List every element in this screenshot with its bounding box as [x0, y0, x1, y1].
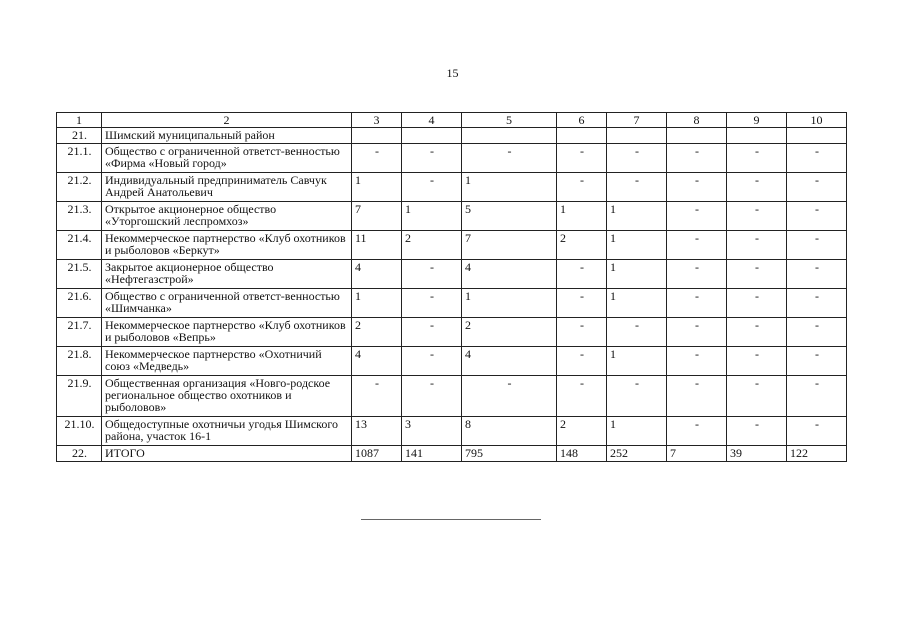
value-cell: 1 — [607, 202, 667, 231]
value-cell: 39 — [727, 446, 787, 462]
value-cell: - — [557, 289, 607, 318]
table-row — [57, 231, 847, 260]
organization-name-cell: Некоммерческое партнерство «Клуб охотников и рыболовов «Вепрь» — [102, 318, 352, 347]
value-cell: - — [787, 376, 847, 417]
value-cell: - — [557, 376, 607, 417]
value-cell: 148 — [557, 446, 607, 462]
value-cell: - — [557, 318, 607, 347]
value-cell: 1 — [607, 417, 667, 446]
value-cell: 13 — [352, 417, 402, 446]
value-cell: - — [402, 260, 462, 289]
table-row — [57, 376, 847, 417]
data-table — [56, 112, 847, 462]
organization-name-cell: Некоммерческое партнерство «Клуб охотников и рыболовов «Беркут» — [102, 231, 352, 260]
value-cell — [557, 128, 607, 144]
value-cell: 795 — [462, 446, 557, 462]
row-number-cell: 21.9. — [57, 376, 102, 417]
header-cell: 4 — [402, 113, 462, 128]
table-row — [57, 202, 847, 231]
row-number-cell: 21.7. — [57, 318, 102, 347]
value-cell: 2 — [462, 318, 557, 347]
row-number-cell: 21.5. — [57, 260, 102, 289]
value-cell: 7 — [667, 446, 727, 462]
value-cell: 252 — [607, 446, 667, 462]
value-cell: 2 — [352, 318, 402, 347]
header-cell: 9 — [727, 113, 787, 128]
value-cell: - — [667, 202, 727, 231]
value-cell: - — [402, 144, 462, 173]
value-cell — [352, 128, 402, 144]
row-number-cell: 21.8. — [57, 347, 102, 376]
value-cell: 2 — [557, 417, 607, 446]
table-row — [57, 128, 847, 144]
organization-name-cell: Некоммерческое партнерство «Охотничий союз «Медведь» — [102, 347, 352, 376]
value-cell: - — [727, 289, 787, 318]
value-cell: - — [727, 347, 787, 376]
value-cell: - — [727, 417, 787, 446]
value-cell — [607, 128, 667, 144]
value-cell: - — [557, 173, 607, 202]
value-cell: - — [787, 173, 847, 202]
value-cell: - — [557, 144, 607, 173]
value-cell: - — [607, 376, 667, 417]
value-cell — [402, 128, 462, 144]
row-number-cell: 22. — [57, 446, 102, 462]
value-cell: - — [787, 260, 847, 289]
organization-name-cell: Общедоступные охотничьи угодья Шимского района, участок 16-1 — [102, 417, 352, 446]
table-row — [57, 289, 847, 318]
value-cell: - — [787, 144, 847, 173]
table-row — [57, 417, 847, 446]
value-cell: - — [787, 231, 847, 260]
table-row — [57, 446, 847, 462]
value-cell: - — [607, 318, 667, 347]
organization-name-cell: Общество с ограниченной ответст-венностью «Фирма «Новый город» — [102, 144, 352, 173]
value-cell: 5 — [462, 202, 557, 231]
organization-name-cell: Общество с ограниченной ответст-венностью «Шимчанка» — [102, 289, 352, 318]
value-cell: 4 — [352, 347, 402, 376]
value-cell: - — [667, 144, 727, 173]
row-number-cell: 21.4. — [57, 231, 102, 260]
value-cell: 7 — [352, 202, 402, 231]
value-cell: 3 — [402, 417, 462, 446]
row-number-cell: 21.10. — [57, 417, 102, 446]
value-cell: - — [667, 231, 727, 260]
value-cell: 2 — [557, 231, 607, 260]
value-cell: - — [787, 347, 847, 376]
value-cell: 1 — [462, 289, 557, 318]
page-number: 15 — [446, 66, 459, 80]
table-row — [57, 173, 847, 202]
value-cell: - — [667, 417, 727, 446]
value-cell: 1 — [607, 289, 667, 318]
value-cell — [787, 128, 847, 144]
value-cell: - — [462, 376, 557, 417]
header-cell: 10 — [787, 113, 847, 128]
value-cell: - — [727, 231, 787, 260]
value-cell: - — [402, 289, 462, 318]
header-cell: 3 — [352, 113, 402, 128]
organization-name-cell: Шимский муниципальный район — [102, 128, 352, 144]
value-cell — [462, 128, 557, 144]
value-cell: - — [607, 144, 667, 173]
value-cell: - — [787, 202, 847, 231]
organization-name-cell: Индивидуальный предприниматель Савчук Андрей Анатольевич — [102, 173, 352, 202]
value-cell: 2 — [402, 231, 462, 260]
value-cell: 1 — [607, 347, 667, 376]
value-cell: - — [727, 173, 787, 202]
header-cell: 7 — [607, 113, 667, 128]
value-cell: - — [727, 144, 787, 173]
value-cell: - — [727, 318, 787, 347]
table-row — [57, 260, 847, 289]
value-cell: - — [787, 289, 847, 318]
table-row — [57, 347, 847, 376]
value-cell: - — [787, 417, 847, 446]
value-cell: 1 — [352, 289, 402, 318]
value-cell: 4 — [352, 260, 402, 289]
value-cell: - — [727, 202, 787, 231]
value-cell: 1 — [352, 173, 402, 202]
value-cell: - — [667, 173, 727, 202]
organization-name-cell: ИТОГО — [102, 446, 352, 462]
value-cell: - — [727, 376, 787, 417]
header-cell: 2 — [102, 113, 352, 128]
value-cell: 141 — [402, 446, 462, 462]
row-number-cell: 21.2. — [57, 173, 102, 202]
bottom-divider — [361, 519, 541, 520]
value-cell: 1 — [607, 231, 667, 260]
value-cell: - — [667, 347, 727, 376]
table-row — [57, 318, 847, 347]
table-row — [57, 144, 847, 173]
organization-name-cell: Закрытое акционерное общество «Нефтегазстрой» — [102, 260, 352, 289]
value-cell: 1 — [557, 202, 607, 231]
value-cell: - — [607, 173, 667, 202]
value-cell — [727, 128, 787, 144]
value-cell: - — [352, 144, 402, 173]
value-cell: - — [667, 260, 727, 289]
value-cell — [667, 128, 727, 144]
value-cell: - — [402, 347, 462, 376]
value-cell: - — [667, 376, 727, 417]
value-cell: 1087 — [352, 446, 402, 462]
organization-name-cell: Открытое акционерное общество «Уторгошский леспромхоз» — [102, 202, 352, 231]
value-cell: - — [402, 376, 462, 417]
value-cell: 4 — [462, 260, 557, 289]
value-cell: 1 — [607, 260, 667, 289]
value-cell: 4 — [462, 347, 557, 376]
row-number-cell: 21.1. — [57, 144, 102, 173]
header-cell: 5 — [462, 113, 557, 128]
organization-name-cell: Общественная организация «Новго-родское региональное общество охотников и рыболовов» — [102, 376, 352, 417]
header-cell: 1 — [57, 113, 102, 128]
value-cell: - — [557, 260, 607, 289]
row-number-cell: 21. — [57, 128, 102, 144]
value-cell: 7 — [462, 231, 557, 260]
value-cell: - — [352, 376, 402, 417]
header-cell: 6 — [557, 113, 607, 128]
value-cell: 8 — [462, 417, 557, 446]
value-cell: 1 — [462, 173, 557, 202]
value-cell: 1 — [402, 202, 462, 231]
value-cell: - — [557, 347, 607, 376]
row-number-cell: 21.3. — [57, 202, 102, 231]
value-cell: 122 — [787, 446, 847, 462]
value-cell: - — [667, 289, 727, 318]
value-cell: 11 — [352, 231, 402, 260]
value-cell: - — [667, 318, 727, 347]
header-cell: 8 — [667, 113, 727, 128]
row-number-cell: 21.6. — [57, 289, 102, 318]
value-cell: - — [462, 144, 557, 173]
value-cell: - — [727, 260, 787, 289]
value-cell: - — [402, 318, 462, 347]
value-cell: - — [787, 318, 847, 347]
table-header-row — [57, 113, 847, 128]
value-cell: - — [402, 173, 462, 202]
